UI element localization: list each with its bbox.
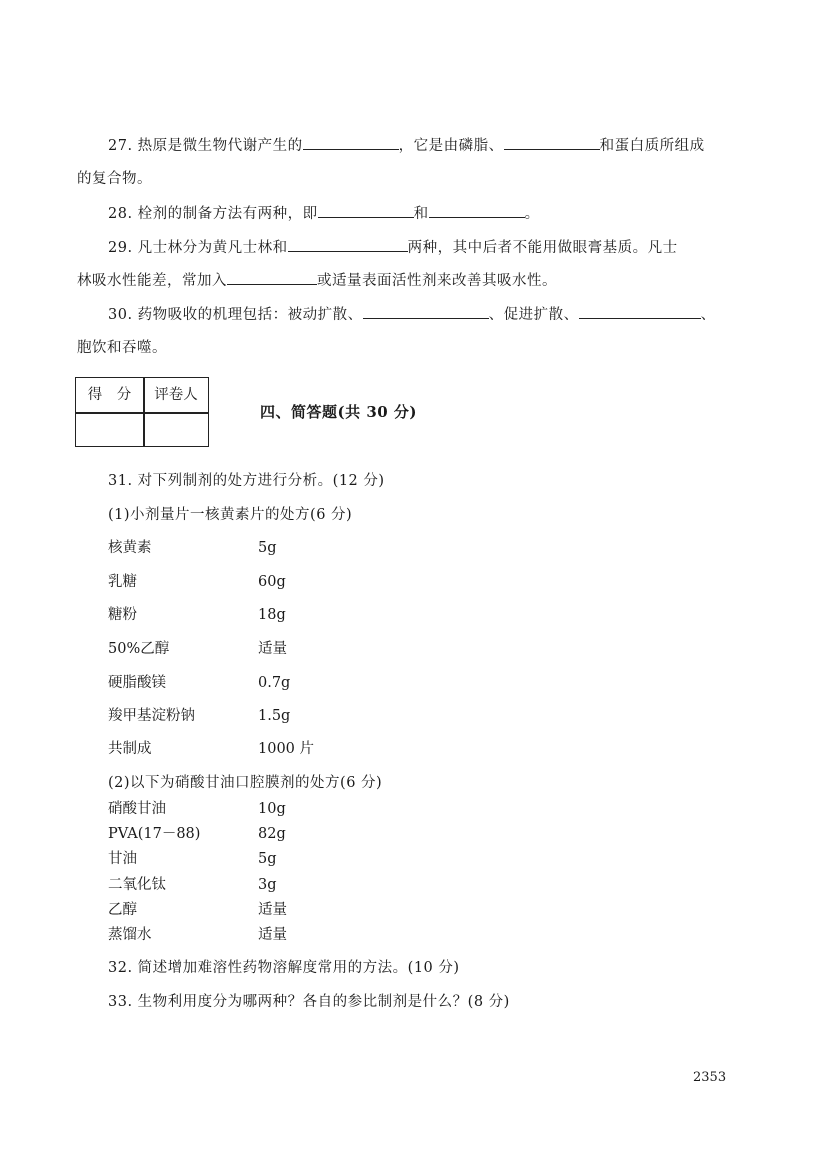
question-33: 33. 生物利用度分为哪两种？各自的参比制剂是什么？(8 分) xyxy=(108,994,510,1010)
answer-blank xyxy=(318,203,414,218)
question-30-text-c: 、 xyxy=(700,307,716,323)
question-32: 32. 简述增加难溶性药物溶解度常用的方法。(10 分) xyxy=(108,960,460,976)
question-29-text-d: 或适量表面活性剂来改善其吸水性。 xyxy=(317,273,557,289)
rx1-name: 50%乙醇 xyxy=(108,641,170,657)
rx2-qty: 3g xyxy=(258,877,277,893)
question-29-line2 xyxy=(77,270,557,291)
answer-blank xyxy=(288,237,408,252)
score-table xyxy=(75,377,209,447)
question-29-text-c: 林吸水性能差，常加入 xyxy=(77,273,227,289)
rx1-qty: 适量 xyxy=(258,641,287,657)
answer-blank xyxy=(303,135,399,150)
answer-blank xyxy=(504,135,600,150)
rx1-qty: 60g xyxy=(258,574,286,590)
rx1-name: 共制成 xyxy=(108,741,152,757)
rx2-name: PVA(17－88) xyxy=(108,826,201,842)
question-28 xyxy=(108,203,540,224)
table-divider xyxy=(76,412,208,414)
question-28-text-c: 。 xyxy=(524,206,540,222)
rx1-qty: 0.7g xyxy=(258,675,291,691)
rx2-name: 乙醇 xyxy=(108,902,137,918)
rx2-qty: 10g xyxy=(258,801,286,817)
rx2-qty: 82g xyxy=(258,826,286,842)
question-27-text-c: 和蛋白质所组成 xyxy=(599,138,705,154)
page-number: 2353 xyxy=(693,1070,727,1085)
rx2-name: 硝酸甘油 xyxy=(108,801,166,817)
rx2-name: 蒸馏水 xyxy=(108,927,152,943)
answer-blank xyxy=(227,270,317,285)
question-30-line1 xyxy=(108,304,716,325)
rx2-name: 甘油 xyxy=(108,851,137,867)
rx1-name: 硬脂酸镁 xyxy=(108,675,166,691)
question-30-line2: 胞饮和吞噬。 xyxy=(77,340,167,356)
section-title: 四、简答题(共 30 分) xyxy=(260,403,418,421)
question-27-line2: 的复合物。 xyxy=(77,171,152,187)
question-27-text-a: 27. 热原是微生物代谢产生的 xyxy=(108,138,303,154)
rx1-qty: 5g xyxy=(258,540,277,556)
question-29-text-b: 两种，其中后者不能用做眼膏基质。凡士 xyxy=(407,240,678,256)
question-30-text-b: 、促进扩散、 xyxy=(488,307,579,323)
answer-blank xyxy=(363,304,489,319)
rx1-name: 乳糖 xyxy=(108,574,137,590)
part2-title: (2)以下为硝酸甘油口腔膜剂的处方(6 分) xyxy=(108,775,383,791)
question-29-line1 xyxy=(108,237,678,258)
answer-blank xyxy=(579,304,701,319)
rx1-name: 羧甲基淀粉钠 xyxy=(108,708,195,724)
question-27-text-b: ，它是由磷脂、 xyxy=(398,138,504,154)
question-30-text-a: 30. 药物吸收的机理包括：被动扩散、 xyxy=(108,307,363,323)
part1-title: (1)小剂量片一核黄素片的处方(6 分) xyxy=(108,507,353,523)
score-label: 得 分 xyxy=(87,387,132,403)
question-28-text-a: 28. 栓剂的制备方法有两种，即 xyxy=(108,206,318,222)
grader-label: 评卷人 xyxy=(154,387,198,403)
answer-blank xyxy=(429,203,525,218)
question-27-line1 xyxy=(108,135,705,156)
rx2-qty: 适量 xyxy=(258,927,287,943)
rx2-qty: 适量 xyxy=(258,902,287,918)
question-29-text-a: 29. 凡士林分为黄凡士林和 xyxy=(108,240,288,256)
question-31-title: 31. 对下列制剂的处方进行分析。(12 分) xyxy=(108,473,385,489)
rx1-name: 糖粉 xyxy=(108,607,137,623)
rx1-name: 核黄素 xyxy=(108,540,152,556)
rx1-qty: 1.5g xyxy=(258,708,291,724)
rx1-qty: 1000 片 xyxy=(258,741,315,757)
rx1-qty: 18g xyxy=(258,607,286,623)
rx2-qty: 5g xyxy=(258,851,277,867)
rx2-name: 二氧化钛 xyxy=(108,877,166,893)
question-28-text-b: 和 xyxy=(413,206,429,222)
